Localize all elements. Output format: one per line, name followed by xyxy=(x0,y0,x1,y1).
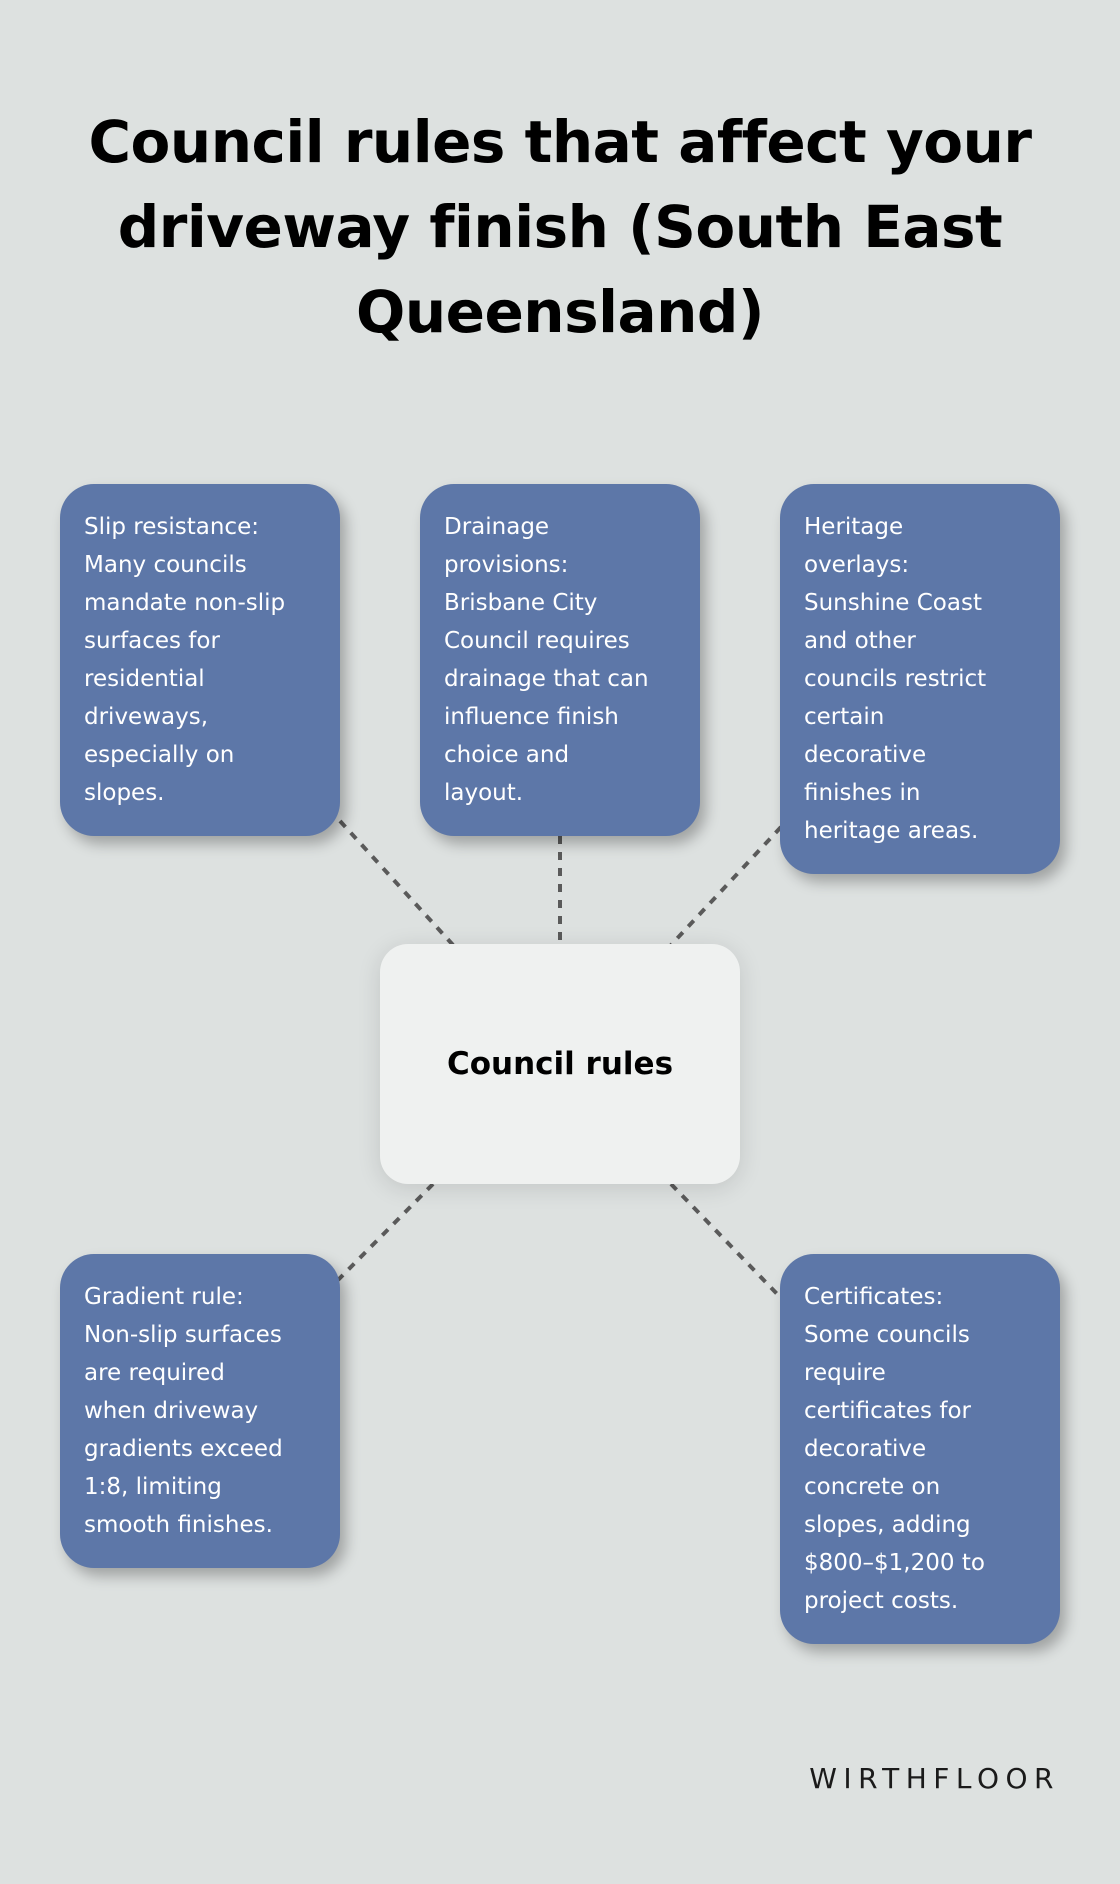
card-text-line: certificates for xyxy=(804,1398,971,1424)
card-certificates xyxy=(780,1254,1060,1644)
card-text-line: Council requires xyxy=(444,628,630,654)
card-text-line: gradients exceed xyxy=(84,1436,283,1462)
card-text-line: require xyxy=(804,1360,886,1386)
card-text-line: are required xyxy=(84,1360,225,1386)
card-text-line: 1:8, limiting xyxy=(84,1474,222,1500)
card-text-line: certain xyxy=(804,704,885,730)
card-text-line: overlays: xyxy=(804,552,910,578)
card-text-line: concrete on xyxy=(804,1474,941,1500)
card-text-line: smooth finishes. xyxy=(84,1512,273,1538)
card-text-line: decorative xyxy=(804,742,927,768)
card-heritage-overlays xyxy=(780,484,1060,874)
card-gradient-rule xyxy=(60,1254,340,1568)
card-text-line: $800–$1,200 to xyxy=(804,1550,985,1576)
card-text-line: mandate non-slip xyxy=(84,590,286,616)
brand-logo: WIRTHFLOOR xyxy=(809,1762,1060,1795)
center-node-label: Council rules xyxy=(446,1046,674,1082)
center-node-council-rules xyxy=(380,944,740,1184)
card-text-line: driveways, xyxy=(84,704,209,730)
card-text-line: Slip resistance: xyxy=(84,514,259,540)
connector-slip-resistance xyxy=(340,821,453,945)
connector-heritage xyxy=(671,827,781,945)
card-text-line: Heritage xyxy=(804,514,904,540)
card-text-line: and other xyxy=(804,628,916,654)
card-text-line: layout. xyxy=(444,780,524,806)
card-text-line: finishes in xyxy=(804,780,921,806)
title-line-3: Queensland) xyxy=(356,278,764,346)
card-slip-resistance xyxy=(60,484,340,836)
title-line-1: Council rules that affect your xyxy=(88,108,1032,176)
card-text-line: slopes. xyxy=(84,780,165,806)
connector-gradient xyxy=(338,1184,433,1280)
card-text-line: Brisbane City xyxy=(444,590,598,616)
card-text-line: surfaces for xyxy=(84,628,220,654)
card-text-line: slopes, adding xyxy=(804,1512,971,1538)
card-drainage-provisions xyxy=(420,484,700,836)
card-text-line: heritage areas. xyxy=(804,818,979,844)
connector-certificates xyxy=(671,1184,781,1298)
card-text-line: Many councils xyxy=(84,552,247,578)
card-text-line: especially on xyxy=(84,742,235,768)
card-text-line: drainage that can xyxy=(444,666,649,692)
card-text-line: decorative xyxy=(804,1436,927,1462)
card-text-line: Drainage xyxy=(444,514,550,540)
card-text-line: Gradient rule: xyxy=(84,1284,244,1310)
card-text-line: Certificates: xyxy=(804,1284,944,1310)
card-text-line: when driveway xyxy=(84,1398,259,1424)
card-text-line: councils restrict xyxy=(804,666,987,692)
card-text-line: choice and xyxy=(444,742,570,768)
card-text-line: residential xyxy=(84,666,205,692)
card-text-line: Some councils xyxy=(804,1322,970,1348)
card-text-line: Sunshine Coast xyxy=(804,590,982,616)
card-text-line: provisions: xyxy=(444,552,569,578)
card-text-line: project costs. xyxy=(804,1588,959,1614)
title-line-2: driveway finish (South East xyxy=(117,193,1003,261)
card-text-line: influence finish xyxy=(444,704,619,730)
card-text-line: Non-slip surfaces xyxy=(84,1322,282,1348)
